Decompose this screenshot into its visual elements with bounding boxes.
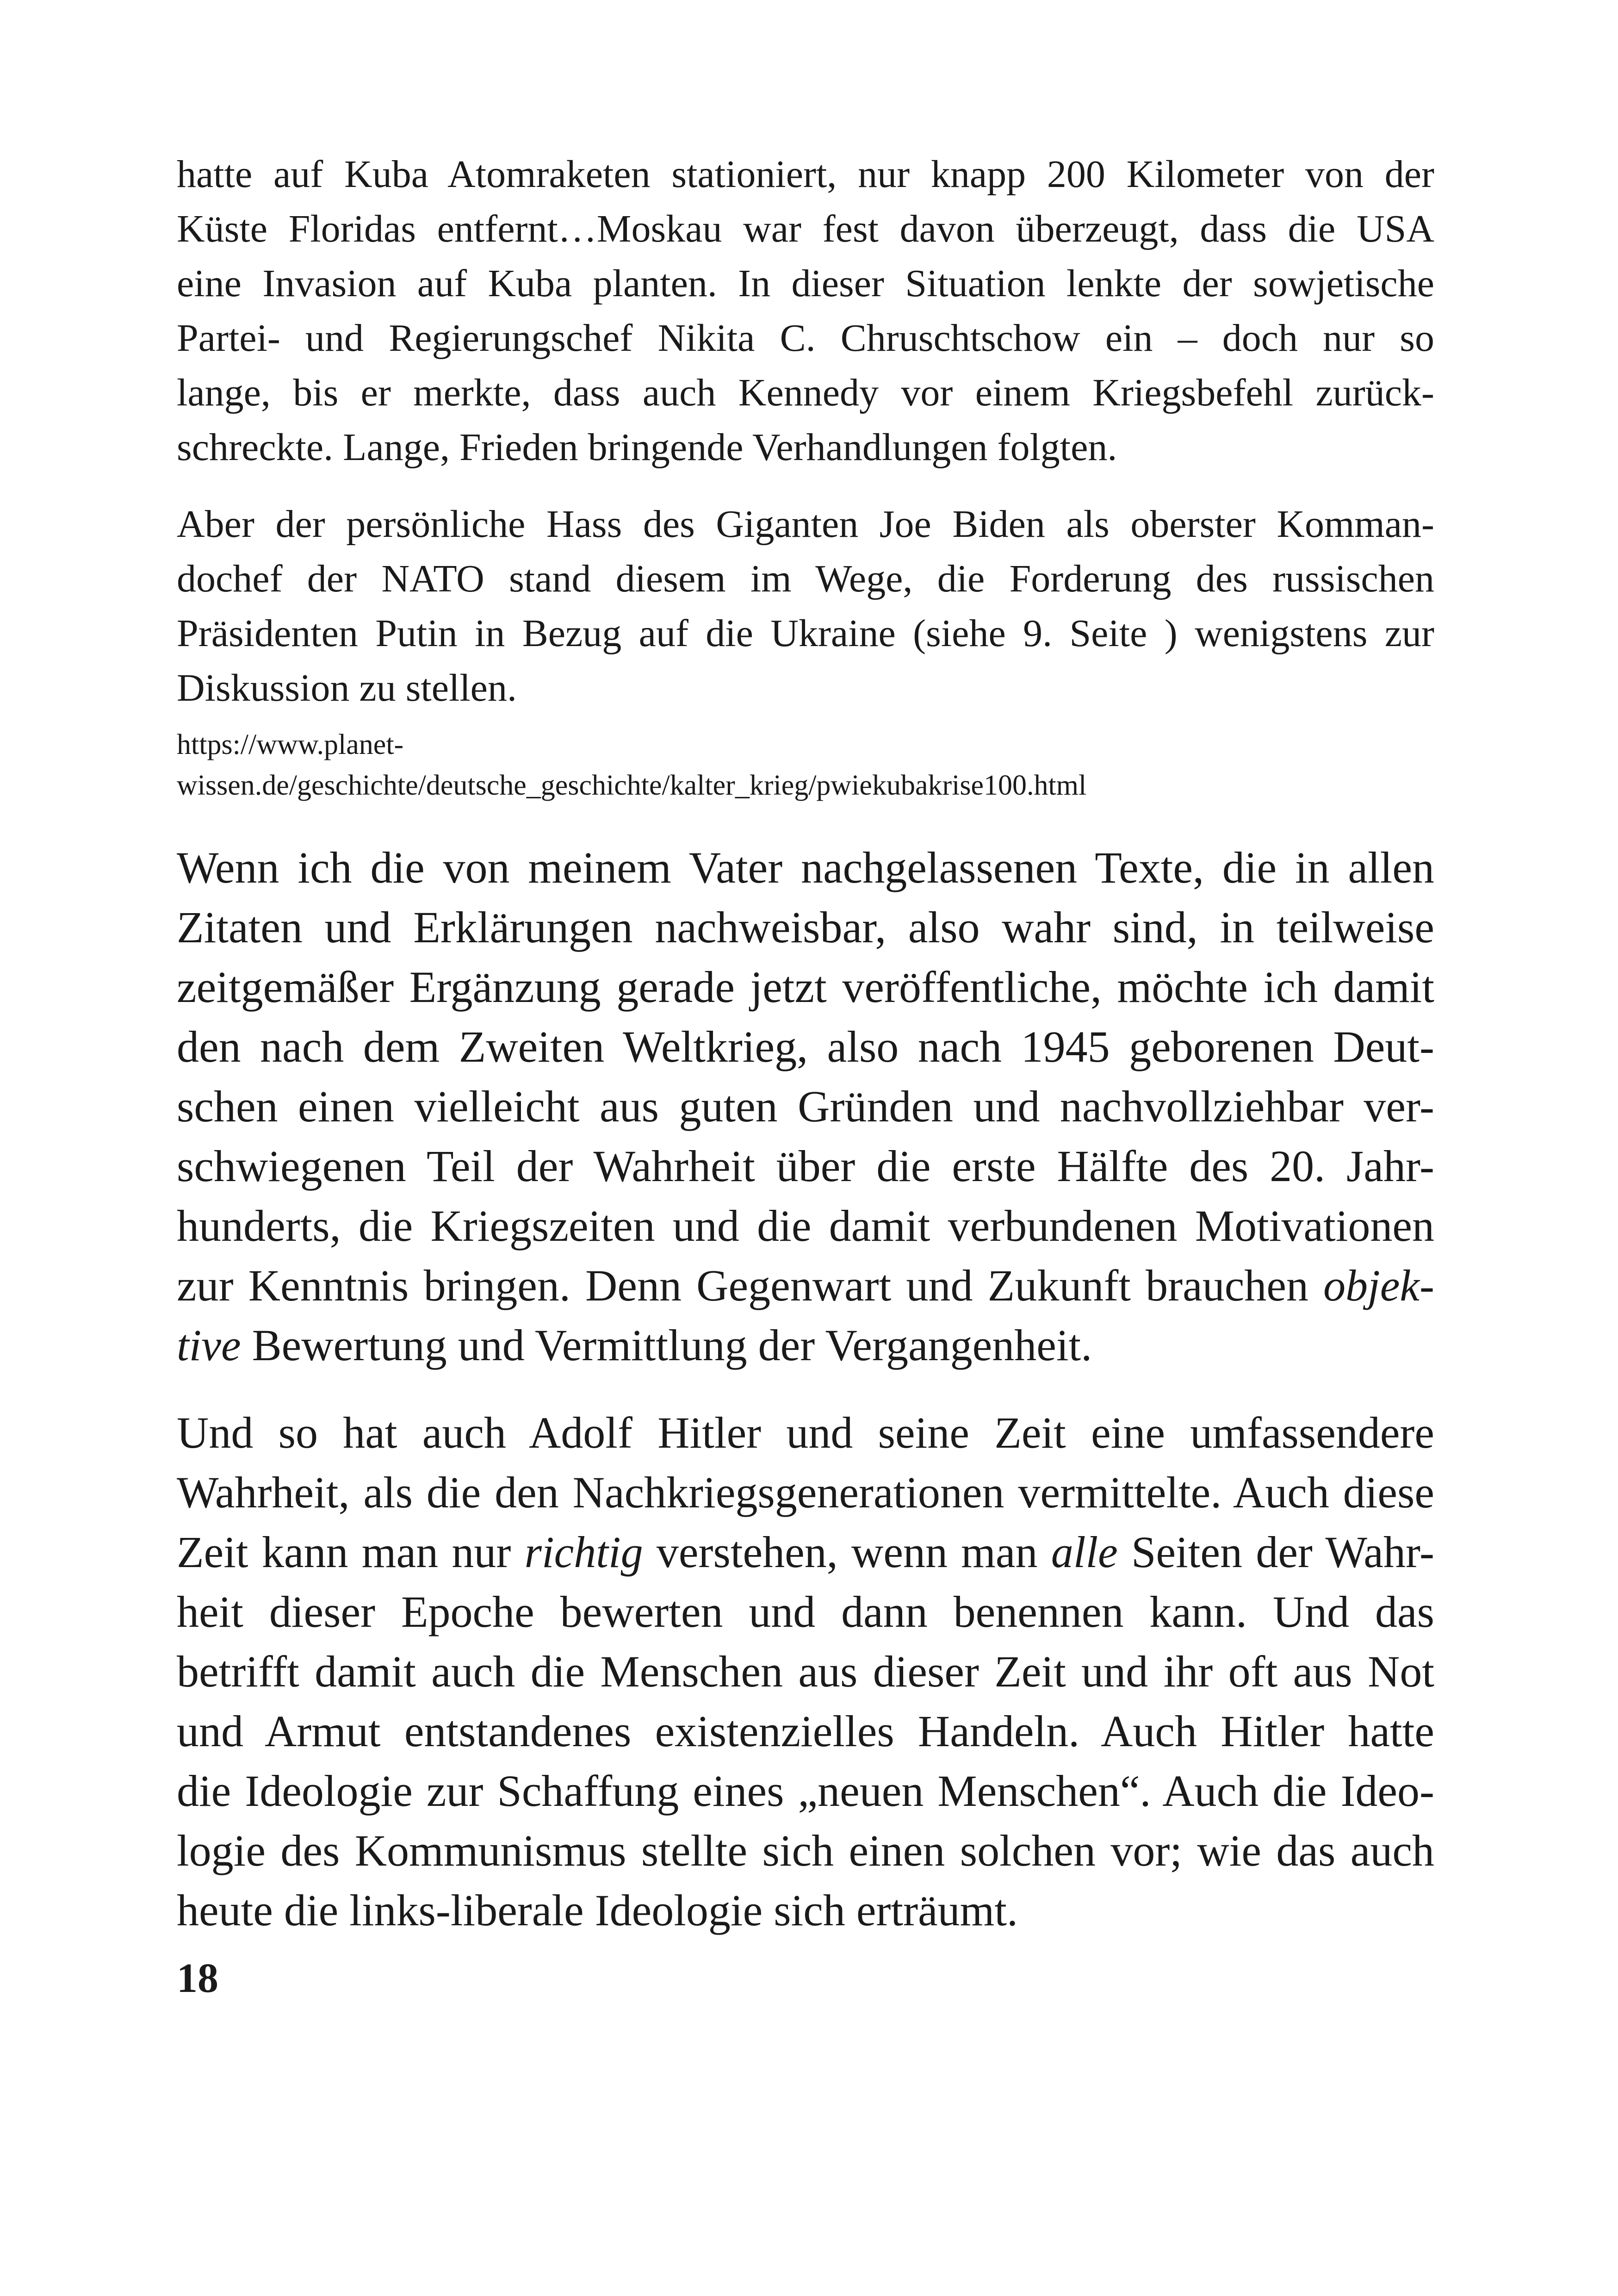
text-segment: Seiten der Wahr- [1117,1527,1435,1577]
text-line: heit dieser Epoche bewerten und dann benennen kann. Und das [177,1587,1434,1636]
italic-text: richtig [524,1527,643,1577]
text-line: Aber der persönliche Hass des Giganten Joe Biden als oberster Komman- [177,503,1434,546]
text-line: Und so hat auch Adolf Hitler und seine Zeit eine umfassendere [177,1408,1434,1457]
paragraph-cuba-crisis [177,147,1434,475]
text-line: schen einen vielleicht aus guten Gründen und nachvollziehbar ver- [177,1082,1434,1131]
text-line [177,1522,1434,1582]
page-number: 18 [177,1955,218,2001]
text-segment: Zeit kann man nur [177,1527,525,1577]
italic-text: alle [1051,1527,1118,1577]
text-segment: zur Kenntnis bringen. Denn Gegenwart und Zukunft brauchen [177,1261,1324,1310]
text-line: Küste Floridas entfernt…Moskau war fest davon überzeugt, dass die USA [177,207,1434,250]
text-line: Wahrheit, als die den Nachkriegsgenerationen vermittelte. Auch diese [177,1468,1434,1517]
text-line: lange, bis er merkte, dass auch Kennedy vor einem Kriegsbefehl zurück- [177,371,1434,414]
lower-text-block [177,838,1434,1940]
source-url [177,724,1434,806]
text-line: Wenn ich die von meinem Vater nachgelassenen Texte, die in allen [177,843,1434,892]
text-line: Partei- und Regierungschef Nikita C. Chruschtschow ein – doch nur so [177,317,1434,360]
upper-text-block [177,147,1434,716]
text-line: eine Invasion auf Kuba planten. In dieser Situation lenkte der sowjetische [177,262,1434,305]
text-line: die Ideologie zur Schaffung eines „neuen Menschen“. Auch die Ideo- [177,1766,1434,1816]
paragraph-biden-nato [177,497,1434,716]
text-line [177,1315,1434,1375]
text-line: Präsidenten Putin in Bezug auf die Ukraine (siehe 9. Seite ) wenigstens zur [177,612,1434,655]
text-line: den nach dem Zweiten Weltkrieg, also nach 1945 geborenen Deut- [177,1022,1434,1071]
text-line: schwiegenen Teil der Wahrheit über die erste Hälfte des 20. Jahr- [177,1141,1434,1191]
paragraph-hitler-era [177,1403,1434,1940]
text-line: zeitgemäßer Ergänzung gerade jetzt veröffentliche, möchte ich damit [177,962,1434,1012]
text-line: hatte auf Kuba Atomraketen stationiert, nur knapp 200 Kilometer von der [177,153,1434,196]
text-line: logie des Kommunismus stellte sich einen solchen vor; wie das auch [177,1826,1434,1875]
url-line: wissen.de/geschichte/deutsche_geschichte/kalter_krieg/pwiekubakrise100.html [177,770,1087,801]
text-line [177,1256,1434,1315]
text-line: heute die links-liberale Ideologie sich erträumt. [177,1885,1018,1935]
paragraph-father-texts [177,838,1434,1375]
text-line: hunderts, die Kriegszeiten und die damit verbundenen Motivationen [177,1201,1434,1251]
text-line: dochef der NATO stand diesem im Wege, die Forderung des russischen [177,557,1434,600]
url-line: https://www.planet- [177,729,404,760]
text-line: Zitaten und Erklärungen nachweisbar, also wahr sind, in teilweise [177,902,1434,952]
text-segment: Bewertung und Vermittlung der Vergangenheit. [241,1320,1092,1370]
text-line: schreckte. Lange, Frieden bringende Verhandlungen folgten. [177,426,1117,469]
text-segment: verstehen, wenn man [643,1527,1051,1577]
italic-text: objek- [1323,1261,1434,1310]
italic-text: tive [177,1320,241,1370]
text-line: und Armut entstandenes existenzielles Handeln. Auch Hitler hatte [177,1706,1434,1756]
text-line: betrifft damit auch die Menschen aus dieser Zeit und ihr oft aus Not [177,1647,1434,1696]
text-line: Diskussion zu stellen. [177,666,517,709]
